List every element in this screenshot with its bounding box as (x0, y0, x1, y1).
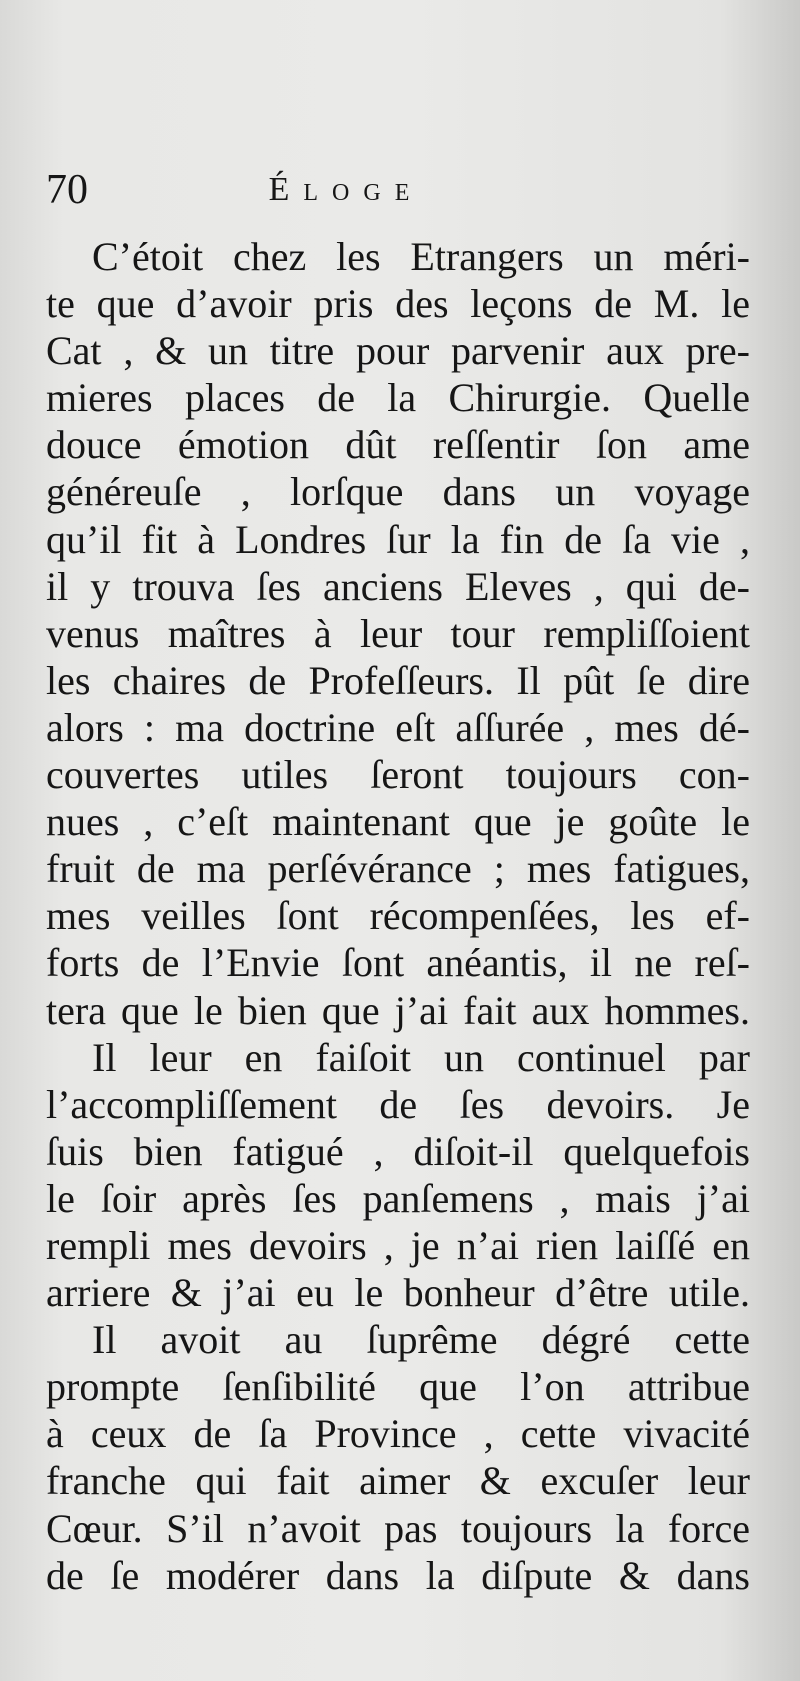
text-line: il y trouva ſes anciens Eleves , qui de- (46, 563, 750, 609)
page-number: 70 (46, 167, 88, 213)
body-text (46, 233, 750, 1599)
text-line: mes veilles ſont récompenſées, les ef- (46, 893, 750, 939)
text-line: alors : ma doctrine eſt aſſurée , mes dé- (46, 704, 750, 750)
page-header (46, 165, 750, 215)
text-line: à ceux de ſa Province , cette vivacité (46, 1411, 750, 1457)
text-line: rempli mes devoirs , je n’ai rien laiſſé en (46, 1222, 750, 1268)
text-line: douce émotion dût reſſentir ſon ame (46, 422, 750, 468)
text-line: Cœur. S’il n’avoit pas toujours la force (46, 1505, 750, 1551)
text-line: nues , c’eſt maintenant que je goûte le (46, 799, 750, 845)
text-line: forts de l’Envie ſont anéantis, il ne reſ- (46, 940, 750, 986)
text-line: C’étoit chez les Etrangers un méri- (92, 234, 750, 279)
text-line: prompte ſenſibilité que l’on attribue (46, 1364, 750, 1410)
text-line: fruit de ma perſévérance ; mes fatigues, (46, 846, 750, 892)
text-line: Il leur en faiſoit un continuel par (92, 1034, 750, 1080)
text-line: te que d’avoir pris des leçons de M. le (46, 281, 750, 327)
text-line: les chaires de Profeſſeurs. Il pût ſe dire (46, 657, 750, 703)
text-line: ſuis bien fatigué , diſoit-il quelquefois (46, 1128, 750, 1174)
text-line: le ſoir après ſes panſemens , mais j’ai (46, 1175, 750, 1221)
text-line: mieres places de la Chirurgie. Quelle (46, 375, 750, 421)
text-line: franche qui fait aimer & excuſer leur (46, 1458, 750, 1504)
text-line: Il avoit au ſuprême dégré cette (92, 1317, 750, 1363)
text-line: venus maîtres à leur tour rempliſſoient (46, 610, 750, 656)
running-title: Éloge (268, 171, 424, 208)
text-line: l’accompliſſement de ſes devoirs. Je (46, 1081, 750, 1127)
text-line: couvertes utiles ſeront toujours con- (46, 752, 750, 798)
text-line: arriere & j’ai eu le bonheur d’être utile. (46, 1270, 750, 1316)
text-line: tera que le bien que j’ai fait aux hommes. (46, 987, 750, 1033)
text-line: de ſe modérer dans la diſpute & dans (46, 1552, 750, 1598)
text-line: qu’il fit à Londres ſur la fin de ſa vie , (46, 516, 750, 562)
text-line: généreuſe , lorſque dans un voyage (46, 469, 750, 515)
text-line: Cat , & un titre pour parvenir aux pre- (46, 328, 750, 374)
